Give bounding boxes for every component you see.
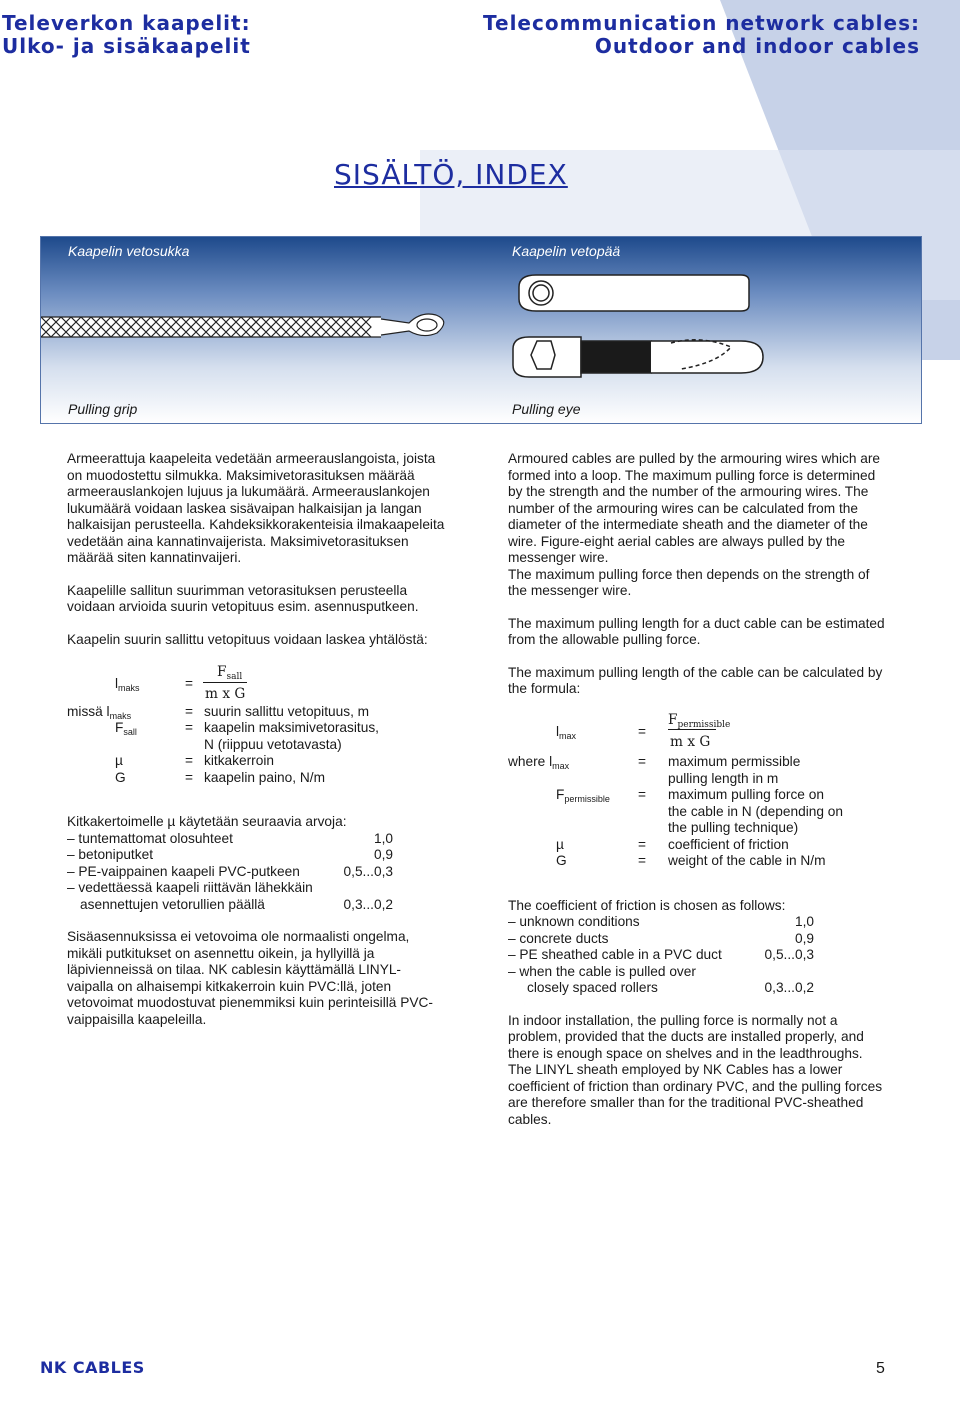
list-item: – unknown conditions 1,0 <box>508 914 814 929</box>
fi-def-4-label: G <box>115 770 126 785</box>
fi-formula-block <box>67 648 447 798</box>
fi-def-2-text: kaapelin maksimivetorasitus, <box>204 720 379 735</box>
fi-paragraph-2: Kaapelille sallitun suurimman vetorasituksen perusteella voidaan arvioida suurin vetopituus esim. asennusputkeen. <box>67 582 419 614</box>
pulling-eye-icon <box>519 275 749 311</box>
list-item: – betoniputket 0,9 <box>67 847 393 862</box>
en-def-2-eq: = <box>638 786 646 802</box>
en-def-2-text2: the cable in N (depending on <box>668 803 844 819</box>
list-item: – PE sheathed cable in a PVC duct 0,5...0,3 <box>508 947 814 962</box>
label-fi-pulling-eye: Kaapelin vetopää <box>512 243 621 259</box>
en-formula-fraction-line <box>668 729 716 730</box>
header-right-line2: Outdoor and indoor cables <box>594 34 920 58</box>
en-def-4-label: G <box>556 852 567 868</box>
fi-formula-numerator: $F_{sall}$ <box>217 664 243 682</box>
fi-formula-eq: = <box>185 676 193 691</box>
fi-paragraph-4: Sisäasennuksissa ei vetovoima ole normaalisti ongelma, mikäli putkitukset on asennettu oikein, ja hyllyillä ja läpivienneissä on tilaa. NK cablesin käyttämällä LINYL-vaipalla on alhaisempi kitkakerroin kuin PVC:llä, joten vetovoimat muodostuvat pienemmiksi kuin perinteisillä PVC-vaippaisilla kaapeleilla. <box>67 929 433 1027</box>
en-paragraph-1b: The maximum pulling force then depends on the strength of the messenger wire. <box>508 566 870 598</box>
en-def-3-label: µ <box>556 836 564 852</box>
en-paragraph-2: The maximum pulling length for a duct cable can be estimated from the allowable pulling force. <box>508 615 885 647</box>
fi-def-2-label: $F_{sall}$ <box>115 720 137 737</box>
list-item: – when the cable is pulled over <box>508 963 696 979</box>
en-paragraph-4: In indoor installation, the pulling force is normally not a problem, provided that the ducts are installed properly, and there is enough space on shelves and in the leadthroughs. The LINYL sheath employed by NK Cables has a lower coefficient of friction than ordinary PVC, and the pulling forces are therefore smaller than for the traditional PVC-sheathed cables. <box>508 1012 883 1127</box>
en-paragraph-3: The maximum pulling length of the cable can be calculated by the formula: <box>508 664 883 696</box>
english-column <box>508 451 888 1128</box>
label-en-pulling-eye: Pulling eye <box>512 401 581 417</box>
en-friction-list <box>508 914 814 997</box>
pulling-grip-icon <box>41 314 444 337</box>
list-item: – concrete ducts 0,9 <box>508 930 814 946</box>
fi-def-1-label: missä $l_{maks}$ <box>67 704 132 721</box>
en-def-2-text: maximum pulling force on <box>668 786 824 802</box>
en-list-intro: The coefficient of friction is chosen as follows: <box>508 897 786 913</box>
cable-illustration <box>41 237 921 423</box>
header-right <box>483 12 920 58</box>
list-item: closely spaced rollers 0,3...0,2 <box>527 980 814 995</box>
pulling-eye-cable-icon <box>513 337 763 377</box>
en-def-4-text: weight of the cable in N/m <box>668 852 826 868</box>
fi-def-4-eq: = <box>185 770 193 785</box>
en-def-1-label: where $l_{max}$ <box>508 753 570 771</box>
fi-list-intro: Kitkakertoimelle µ käytetään seuraavia arvoja: <box>67 814 347 829</box>
en-def-3-eq: = <box>638 836 646 852</box>
illustration-panel <box>40 236 922 424</box>
list-item: – PE-vaippainen kaapeli PVC-putkeen 0,5...0,3 <box>67 863 393 879</box>
header-left-line2: Ulko- ja sisäkaapelit <box>2 34 251 58</box>
en-def-1-text: maximum permissible <box>668 753 801 769</box>
fi-def-1-text: suurin sallittu vetopituus, m <box>204 704 370 719</box>
fi-def-3-text: kitkakerroin <box>204 753 274 768</box>
en-paragraph-1: Armoured cables are pulled by the armouring wires which are formed into a loop. The maximum pulling force is determined by the strength and the number of the armouring wires. The number of the armouring wires can be calculated from the diameter of the intermediate sheath and the diameter of the wire. Figure-eight aerial cables are always pulled by the messenger wire. <box>508 451 881 565</box>
en-formula-block <box>508 698 888 882</box>
en-def-1-eq: = <box>638 753 646 769</box>
fi-paragraph-1: Armeerattuja kaapeleita vedetään armeerauslangoista, joista on muodostettu silmukka. Maksimivetorasituksen määrää armeerauslankojen lujuus ja lukumäärä. Armeerauslankojen lukumäärä voidaan laskea sisävaipan halkaisijan ja langan halkaisijan perusteella. Kahdeksikkorakenteisia ilmakaapeleita vedetään aina kannatinvaijerista. Maksimivetorasituksen määrää siten kannatinvaijeri. <box>67 451 445 565</box>
fi-formula-lhs: $l_{maks}$ <box>115 676 140 693</box>
en-formula-numerator: $F_{permissible}$ <box>668 711 731 730</box>
en-def-4-eq: = <box>638 852 646 868</box>
en-formula-denominator: m x G <box>670 733 711 750</box>
finnish-column <box>67 451 447 1028</box>
en-def-2-text3: the pulling technique) <box>668 819 799 835</box>
en-formula-lhs: $l_{max}$ <box>556 723 577 741</box>
header-left <box>2 12 251 58</box>
fi-paragraph-3: Kaapelin suurin sallittu vetopituus voidaan laskea yhtälöstä: <box>67 631 428 647</box>
header-right-line1: Telecommunication network cables: <box>483 11 920 35</box>
list-item: – vedettäessä kaapeli riittävän lähekkäin <box>67 880 313 895</box>
en-formula-eq: = <box>638 723 646 739</box>
fi-friction-list <box>67 831 393 914</box>
header-left-line1: Televerkon kaapelit: <box>2 11 251 35</box>
fi-def-2-eq: = <box>185 720 193 735</box>
fi-def-1-eq: = <box>185 704 193 719</box>
fi-formula-fraction-line <box>203 682 247 683</box>
page-title[interactable]: SISÄLTÖ, INDEX <box>334 158 568 191</box>
page-number: 5 <box>876 1360 885 1377</box>
nk-cables-logo: NK CABLES <box>40 1358 145 1377</box>
list-item: – tuntemattomat olosuhteet 1,0 <box>67 830 393 846</box>
en-def-3-text: coefficient of friction <box>668 836 789 852</box>
fi-def-3-label: µ <box>115 753 123 768</box>
en-def-2-label: $F_{permissible}$ <box>556 786 610 804</box>
label-fi-pulling-grip: Kaapelin vetosukka <box>68 243 190 259</box>
fi-def-4-text: kaapelin paino, N/m <box>204 770 325 785</box>
fi-def-3-eq: = <box>185 753 193 768</box>
label-en-pulling-grip: Pulling grip <box>68 401 138 417</box>
list-item: asennettujen vetorullien päällä 0,3...0,2 <box>80 896 393 912</box>
fi-def-2-text2: N (riippuu vetotavasta) <box>204 737 342 752</box>
en-def-1-text2: pulling length in m <box>668 770 779 786</box>
fi-formula-denominator: m x G <box>205 686 246 702</box>
